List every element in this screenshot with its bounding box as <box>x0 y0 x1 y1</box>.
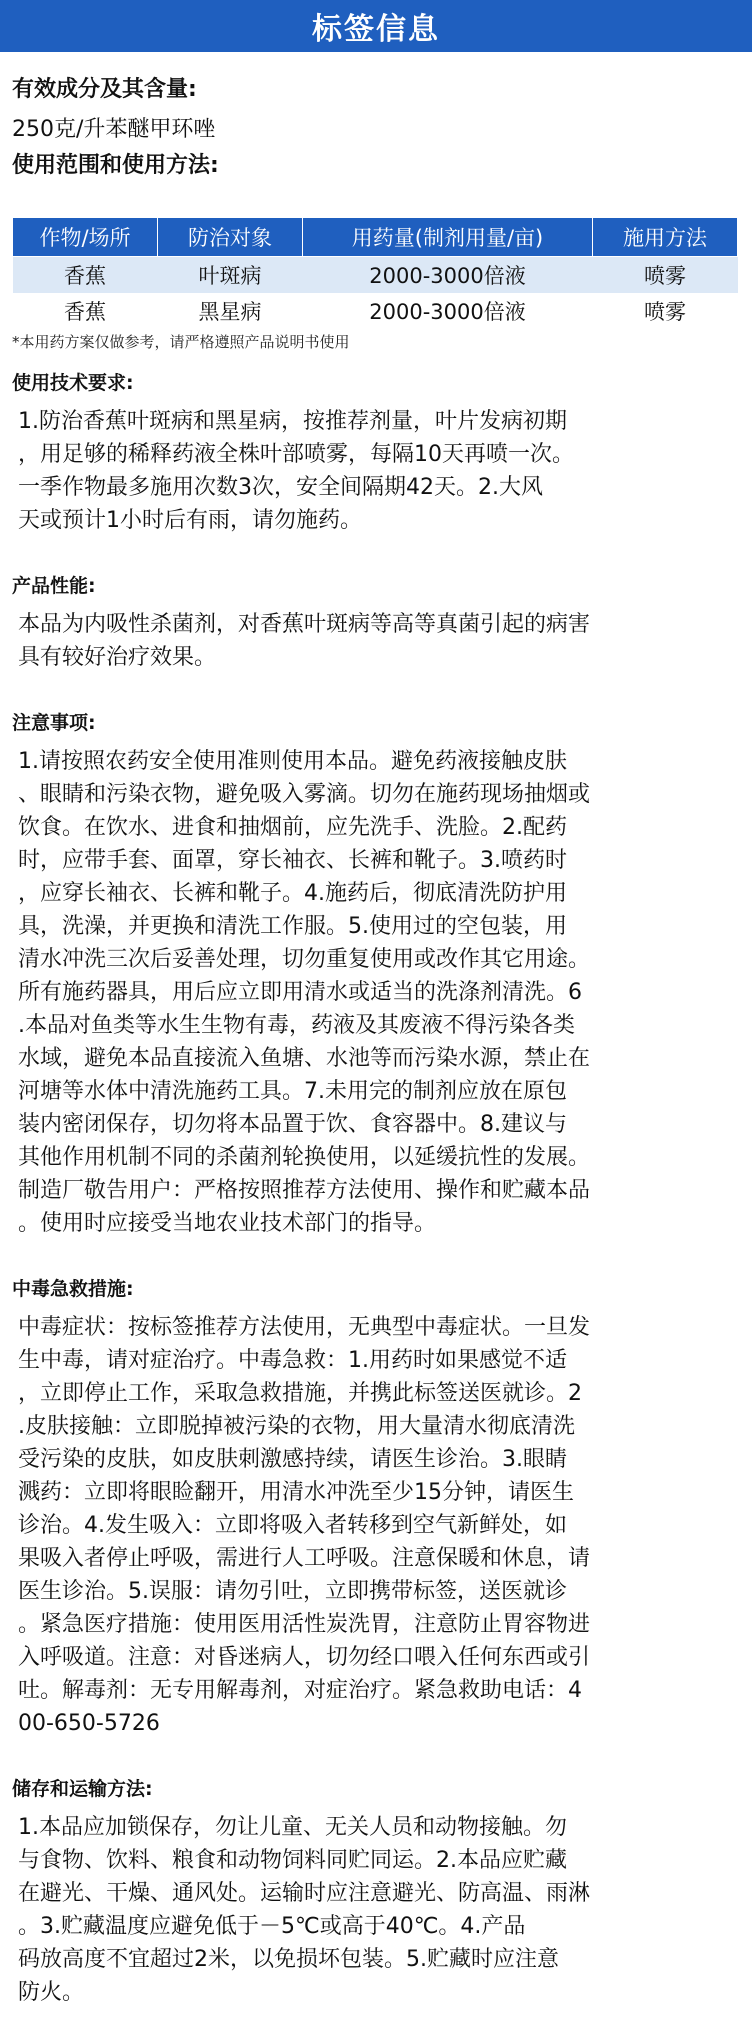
text-line: .皮肤接触：立即脱掉被污染的衣物，用大量清水彻底清洗 <box>18 1414 575 1439</box>
text-line: 本品为内吸性杀菌剂，对香蕉叶斑病等高等真菌引起的病害 <box>18 612 591 637</box>
text-line: 其他作用机制不同的杀菌剂轮换使用，以延缓抗性的发展。 <box>18 1145 591 1170</box>
column-header-crop: 作物/场所 <box>13 218 158 257</box>
text-line: 溅药：立即将眼睑翻开，用清水冲洗至少15分钟，请医生 <box>18 1480 574 1505</box>
section-title-storage: 储存和运输方法: <box>12 1778 153 1800</box>
text-line: 诊治。4.发生吸入：立即将吸入者转移到空气新鲜处，如 <box>18 1513 567 1538</box>
usage-table <box>12 217 738 329</box>
table-cell-target: 叶斑病 <box>158 257 303 294</box>
text-line: 具有较好治疗效果。 <box>18 645 217 670</box>
section-title-performance: 产品性能: <box>12 575 96 597</box>
text-line: 饮食。在饮水、进食和抽烟前，应先洗手、洗脸。2.配药 <box>18 815 567 840</box>
text-line: 00-650-5726 <box>18 1711 160 1736</box>
text-line: 1.请按照农药安全使用准则使用本品。避免药液接触皮肤 <box>18 749 567 774</box>
text-line: 与食物、饮料、粮食和动物饲料同贮同运。2.本品应贮藏 <box>18 1848 567 1873</box>
column-header-dosage: 用药量(制剂用量/亩) <box>303 218 593 257</box>
text-line: ，用足够的稀释药液全株叶部喷雾，每隔10天再喷一次。 <box>18 442 574 467</box>
section-body-performance <box>18 608 738 674</box>
text-line: 。3.贮藏温度应避免低于－5℃或高于40℃。4.产品 <box>18 1914 526 1939</box>
text-line: 吐。解毒剂：无专用解毒剂，对症治疗。紧急救助电话：4 <box>18 1678 582 1703</box>
ingredient-label: 有效成分及其含量: <box>12 77 197 102</box>
table-cell-dosage: 2000-3000倍液 <box>303 257 593 294</box>
column-header-method: 施用方法 <box>593 218 738 257</box>
text-line: 具，洗澡，并更换和清洗工作服。5.使用过的空包装，用 <box>18 914 567 939</box>
usage-label: 使用范围和使用方法: <box>12 153 219 178</box>
usage-note: *本用药方案仅做参考，请严格遵照产品说明书使用 <box>12 333 350 351</box>
text-line: 。使用时应接受当地农业技术部门的指导。 <box>18 1211 437 1236</box>
column-header-target: 防治对象 <box>158 218 303 257</box>
text-line: ，立即停止工作，采取急救措施，并携此标签送医就诊。2 <box>18 1381 582 1406</box>
text-line: 天或预计1小时后有雨，请勿施药。 <box>18 508 362 533</box>
text-line: 所有施药器具，用后应立即用清水或适当的洗涤剂清洗。6 <box>18 980 582 1005</box>
text-line: 1.防治香蕉叶斑病和黑星病，按推荐剂量，叶片发病初期 <box>18 409 567 434</box>
text-line: 1.本品应加锁保存，勿让儿童、无关人员和动物接触。勿 <box>18 1815 567 1840</box>
section-title-technical: 使用技术要求: <box>12 372 134 394</box>
section-body-precautions <box>18 745 738 1240</box>
table-cell-method: 喷雾 <box>644 300 686 324</box>
table-cell-dosage: 2000-3000倍液 <box>369 300 526 324</box>
text-line: 果吸入者停止呼吸，需进行人工呼吸。注意保暖和休息，请 <box>18 1546 591 1571</box>
section-body-storage <box>18 1811 738 2009</box>
section-body-first-aid <box>18 1311 738 1740</box>
section-title-precautions: 注意事项: <box>12 712 96 734</box>
text-line: 装内密闭保存，切勿将本品置于饮、食容器中。8.建议与 <box>18 1112 567 1137</box>
text-line: 生中毒，请对症治疗。中毒急救：1.用药时如果感觉不适 <box>18 1348 567 1373</box>
table-cell-crop: 香蕉 <box>64 300 106 324</box>
text-line: 码放高度不宜超过2米，以免损坏包装。5.贮藏时应注意 <box>18 1947 559 1972</box>
usage-table-header-row <box>13 218 738 257</box>
text-line: 在避光、干燥、通风处。运输时应注意避光、防高温、雨淋 <box>18 1881 591 1906</box>
text-line: 。紧急医疗措施：使用医用活性炭洗胃，注意防止胃容物进 <box>18 1612 591 1637</box>
table-cell-target: 黑星病 <box>198 300 262 324</box>
text-line: ，应穿长袖衣、长裤和靴子。4.施药后，彻底清洗防护用 <box>18 881 567 906</box>
text-line: 时，应带手套、面罩，穿长袖衣、长裤和靴子。3.喷药时 <box>18 848 567 873</box>
table-row <box>13 293 738 329</box>
text-line: 一季作物最多施用次数3次，安全间隔期42天。2.大风 <box>18 475 543 500</box>
text-line: 医生诊治。5.误服：请勿引吐，立即携带标签，送医就诊 <box>18 1579 567 1604</box>
text-line: 制造厂敬告用户：严格按照推荐方法使用、操作和贮藏本品 <box>18 1178 591 1203</box>
ingredient-value: 250克/升苯醚甲环唑 <box>12 117 216 142</box>
text-line: 清水冲洗三次后妥善处理，切勿重复使用或改作其它用途。 <box>18 947 591 972</box>
table-cell-crop: 香蕉 <box>13 257 158 294</box>
table-cell-method: 喷雾 <box>593 257 738 294</box>
page-title: 标签信息 <box>312 12 440 47</box>
label-content <box>0 52 752 2009</box>
text-line: 水域，避免本品直接流入鱼塘、水池等而污染水源，禁止在 <box>18 1046 591 1071</box>
text-line: .本品对鱼类等水生生物有毒，药液及其废液不得污染各类 <box>18 1013 575 1038</box>
section-body-technical <box>18 405 738 537</box>
text-line: 河塘等水体中清洗施药工具。7.未用完的制剂应放在原包 <box>18 1079 567 1104</box>
text-line: 入呼吸道。注意：对昏迷病人，切勿经口喂入任何东西或引 <box>18 1645 591 1670</box>
text-line: 受污染的皮肤，如皮肤刺激感持续，请医生诊治。3.眼睛 <box>18 1447 567 1472</box>
text-line: 中毒症状：按标签推荐方法使用，无典型中毒症状。一旦发 <box>18 1315 591 1340</box>
text-line: 防火。 <box>18 1980 85 2005</box>
section-title-first-aid: 中毒急救措施: <box>12 1278 134 1300</box>
page-header <box>0 0 752 52</box>
table-row <box>13 257 738 294</box>
text-line: 、眼睛和污染衣物，避免吸入雾滴。切勿在施药现场抽烟或 <box>18 782 591 807</box>
